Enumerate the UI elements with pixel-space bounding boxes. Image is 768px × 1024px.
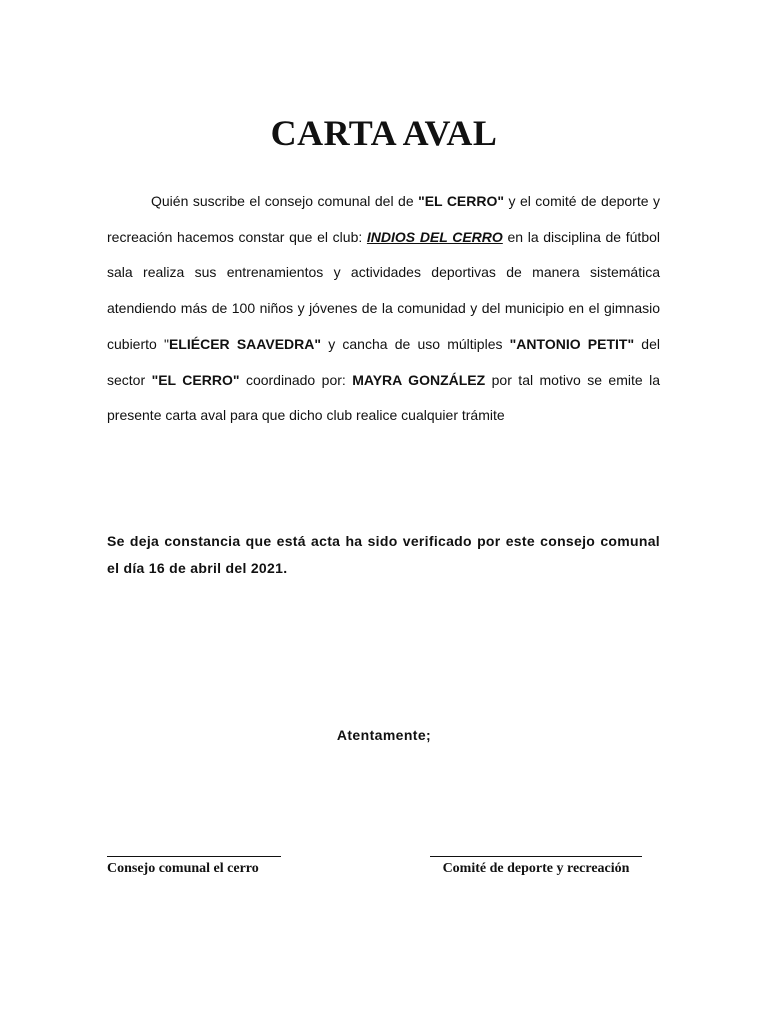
- body-text-3: en la disciplina de fútbol sala realiza sus entrenamientos y actividades deportivas de manera sistemática atendiendo más de 100 niños y jóvenes de la comunidad y del municipio en el gimnasio cubierto ": [107, 228, 661, 352]
- gym-name: ELIÉCER SAAVEDRA": [168, 335, 321, 352]
- verification-statement: Se deja constancia que está acta ha sido verificado por este consejo comunal el día 16 de abril del 2021.: [107, 533, 660, 576]
- signature-left: [107, 856, 281, 877]
- signature-label-right: Comité de deporte y recreación: [442, 861, 630, 876]
- body-text-7: por tal motivo se emite la presente carta aval para que dicho club realice cualquier trámite: [107, 371, 660, 424]
- coordinator-name: MAYRA GONZÁLEZ: [352, 371, 486, 388]
- sector-name-1: "EL CERRO": [418, 193, 505, 209]
- signature-line-left: [107, 856, 281, 857]
- body-text-1: Quién suscribe el consejo comunal del de: [151, 193, 419, 209]
- signature-right: [430, 856, 642, 877]
- signature-line-right: [430, 856, 642, 857]
- document-title: CARTA AVAL: [270, 113, 498, 153]
- body-text-5: del sector: [107, 335, 660, 388]
- closing-salutation: Atentamente;: [336, 727, 432, 743]
- club-name: INDIOS DEL CERRO: [366, 228, 503, 245]
- body-text-4: y cancha de uso múltiples: [321, 335, 510, 352]
- body-text-2: y el comité de deporte y recreación hacemos constar que el club:: [107, 193, 660, 245]
- sector-name-2: "EL CERRO": [151, 371, 240, 388]
- body-paragraph: [107, 184, 660, 434]
- signature-label-left: Consejo comunal el cerro: [107, 861, 259, 876]
- body-text-6: coordinado por:: [239, 371, 353, 388]
- court-name: "ANTONIO PETIT": [509, 335, 635, 352]
